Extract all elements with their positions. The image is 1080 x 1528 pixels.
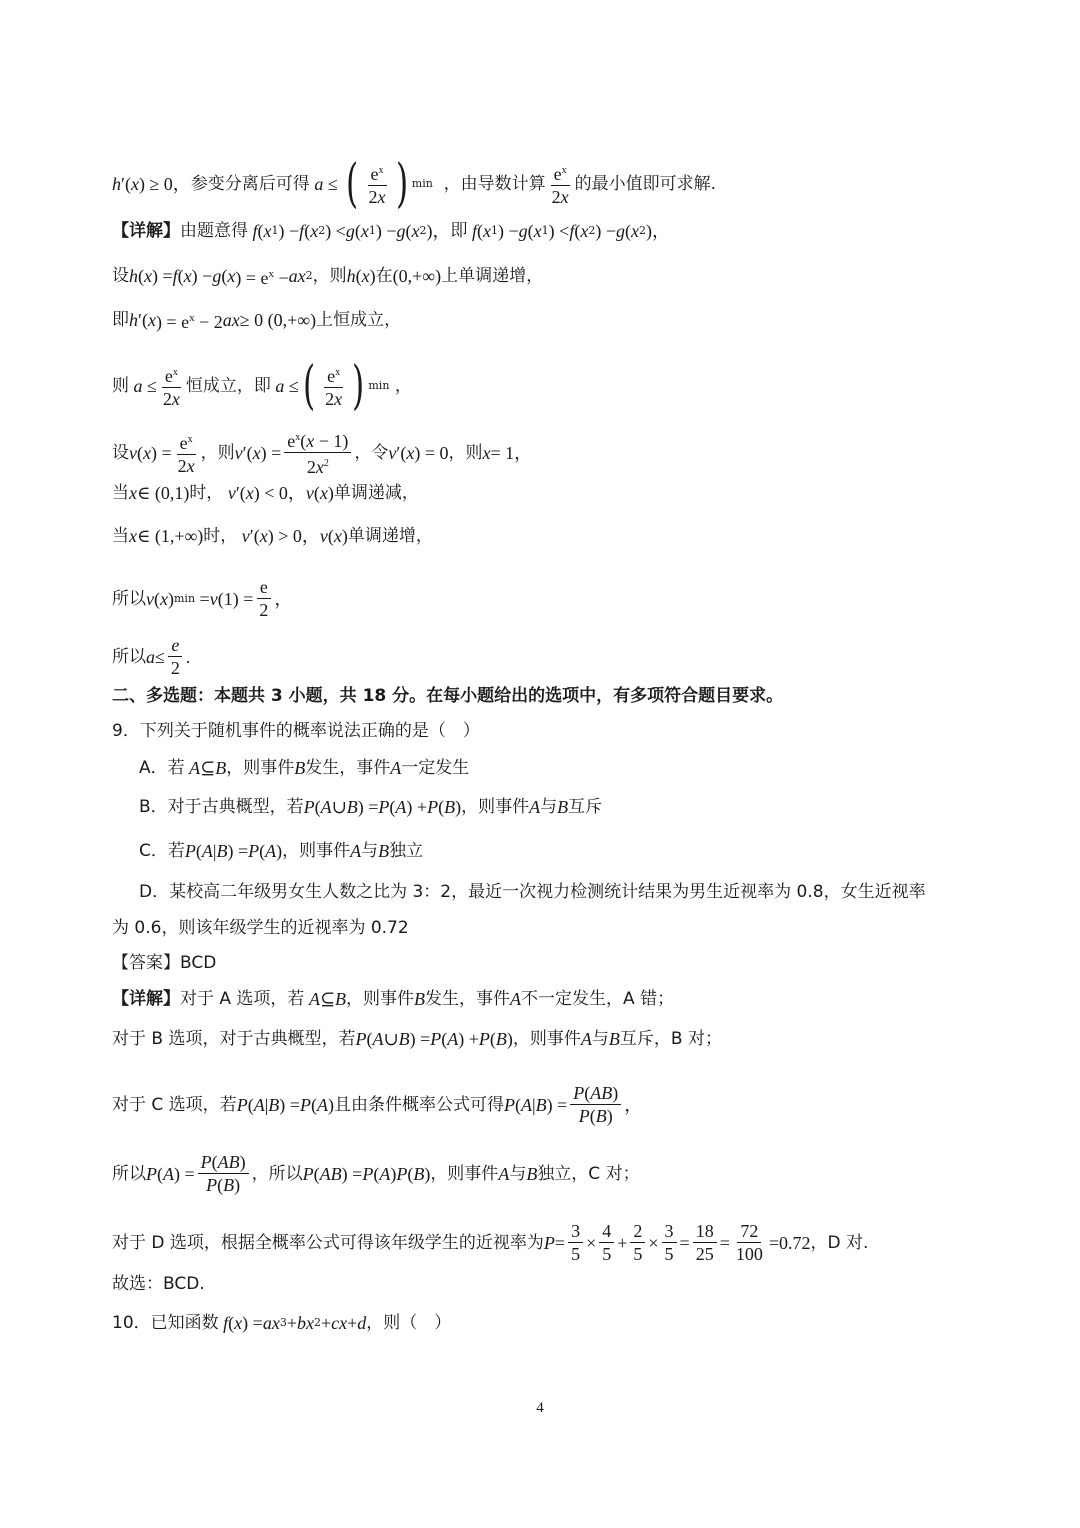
text-line: 所以 v ( x ) min = v (1) = $\frac{e}{2}$ ， [112,577,293,620]
text-line: 当 x ∈ (0,1) 时， v ′( x ) < 0， v ( x ) 单调递减， [112,483,419,503]
detail-a: 【详解】 对于 A 选项，若 A ⊆ B ，则事件 B 发生，事件 A 不一定发生，A 错； [112,989,675,1009]
option-a: A．若 A ⊆ B ，则事件 B 发生，事件 A 一定发生 [139,758,470,778]
text-line: 当 x ∈ (1,+∞) 时， v ′( x ) > 0， v ( x ) 单调递增， [112,526,433,546]
option-d: D．某校高二年级男女生人数之比为 3：2，最近一次视力检测统计结果为男生近视率为 0.8，女生近视率 [139,882,926,902]
text-line: 则 a ≤ $\frac{e^x}{2x}$ 恒成立，即 a ≤ ( $\frac{e^x}{2x}$ ) min ， [112,356,412,416]
question-10: 10．已知函数 f ( x ) = ax 3 + bx 2 + cx + d ，则（ ） [112,1313,452,1333]
option-c: C．若 P ( A | B ) = P ( A ) ，则事件 A 与 B 独立 [139,841,424,861]
detail-conclusion: 故选：BCD. [112,1274,205,1294]
text-line: 设 v ( x ) = $\frac{e^x}{2x}$ ，则 v ′( x ) = $\frac{e^x(x - 1)}{2x^2}$ ，令 v ′( x ) = 0 ，则 x = 1， [112,427,980,478]
answer: 【答案】BCD [112,953,217,973]
option-b: B．对于古典概型，若 P ( A ∪ B ) = P ( A ) + P ( B ) ，则事件 A 与 B 互斥 [139,797,603,817]
option-d-continued: 为 0.6，则该年级学生的近视率为 0.72 [112,918,409,938]
text-line: h ′( x ) ≥ 0， 参变分离后可得 a ≤ ( $\frac{e^x}{2x}$ ) min ，由导数计算 $\frac{e^x}{2x}$ 的最小值即可求解. [112,154,717,214]
question-9: 9．下列关于随机事件的概率说法正确的是（ ） [112,721,480,741]
detail-c: 对于 C 选项，若 P ( A | B ) = P ( A ) 且由条件概率公式可得 P ( A | B ) = $\frac{P(AB)}{P(B)}$ ， [112,1083,643,1126]
page-number: 4 [536,1400,544,1416]
section-heading: 二、多选题：本题共 3 小题，共 18 分。在每小题给出的选项中，有多项符合题目要求。 [112,686,784,706]
text-line: 即 h ′( x ) = $e^x - 2$ ax ≥ 0 (0,+∞) 上恒成立， [112,310,402,332]
detail-c-continued: 所以 P ( A ) = $\frac{P(AB)}{P(B)}$ ，所以 P ( AB ) = P ( A ) P ( B ) ，则事件 A 与 B 独立，C 对； [112,1152,640,1195]
detail-b: 对于 B 选项，对于古典概型，若 P ( A ∪ B ) = P ( A ) + P ( B ) ，则事件 A 与 B 互斥，B 对； [112,1029,722,1049]
text-line: 设 h ( x ) = f ( x ) − g ( x ) = $e^x$ − ax 2 ，则 h ( x ) 在 (0,+∞) 上单调递增， [112,266,544,288]
detail-d: 对于 D 选项，根据全概率公式可得该年级学生的近视率为 P = $\frac{3}{5}$ × $\frac{4}{5}$ + $\frac{2}{5}$ × $\frac{3}{5}$ = $\frac{18}{25}$ = $\frac{72}{100}$ =0.72 ，D 对. [112,1221,869,1264]
text-line: 所以 a ≤ $\frac{e}{2}$ . [112,635,191,678]
text-line: 【详解】 由题意得 f ( x 1 ) − f ( x 2 ) < g ( x 1 ) − g ( x 2 )， 即 f ( x 1 ) − g ( x 1 ) < f ( x 2 ) − g ( x 2 )， [112,221,670,241]
